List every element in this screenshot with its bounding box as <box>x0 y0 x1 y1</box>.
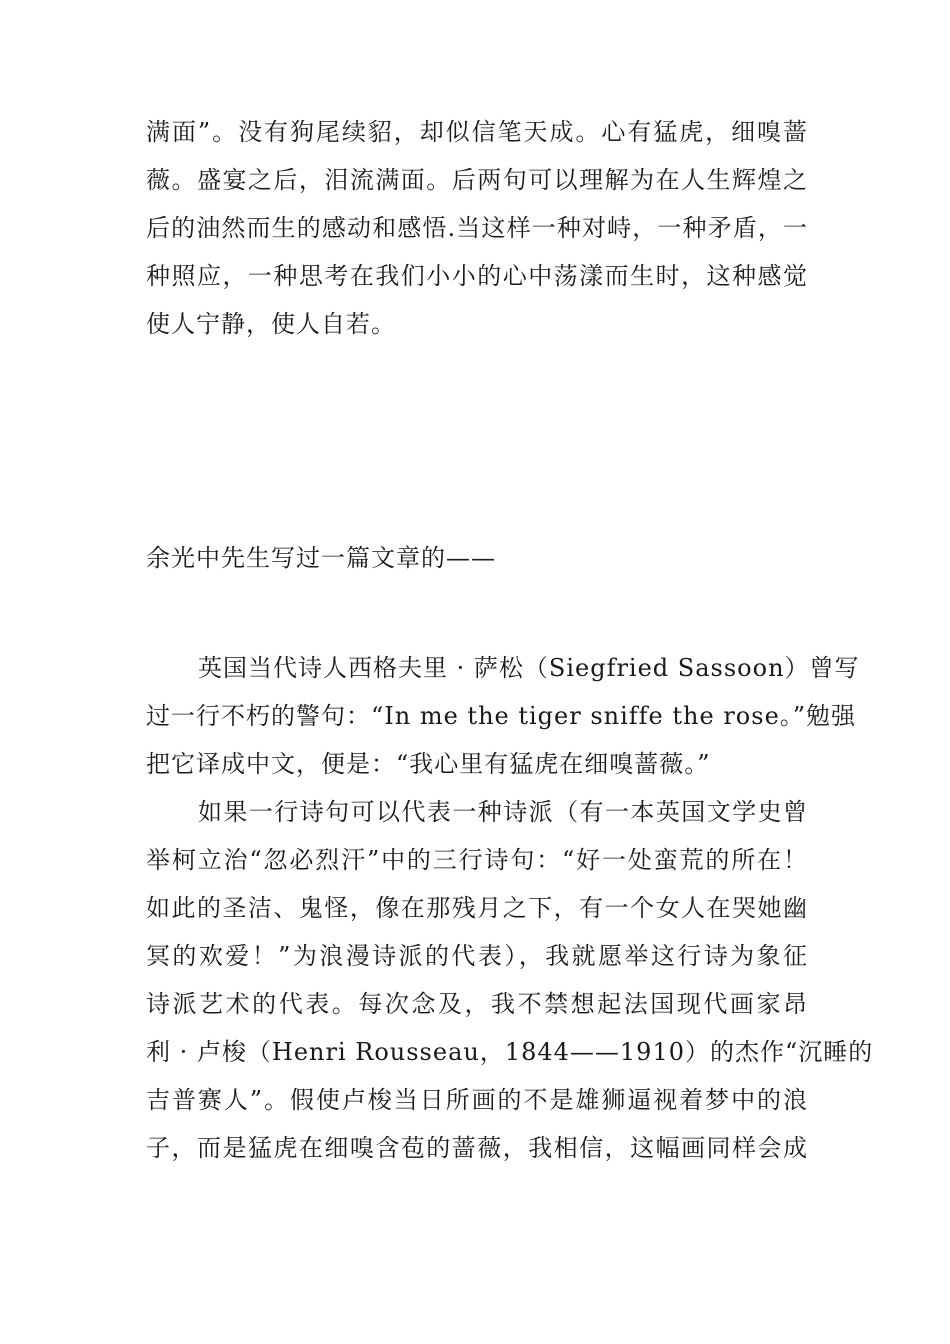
text-line: 薇。盛宴之后，泪流满面。后两句可以理解为在人生辉煌之 <box>146 166 808 194</box>
section-1-paragraph <box>146 108 808 348</box>
spacer <box>146 582 808 644</box>
text-line: 把它译成中文，便是：“我心里有猛虎在细嗅蔷薇。” <box>146 750 711 778</box>
text-line: 英国当代诗人西格夫里 · 萨松（Siegfried Sassoon）曾写 <box>198 654 860 682</box>
text-line: 如此的圣洁、鬼怪，像在那残月之下，有一个女人在哭她幽 <box>146 894 808 922</box>
text-line: 后的油然而生的感动和感悟.当这样一种对峙，一种矛盾，一 <box>146 214 808 242</box>
text-line: 利 · 卢梭（Henri Rousseau，1844——1910）的杰作“沉睡的 <box>146 1038 874 1066</box>
document-page <box>146 108 874 1172</box>
text-line: 诗派艺术的代表。每次念及，我不禁想起法国现代画家昂 <box>146 990 808 1018</box>
text-line: 使人宁静，使人自若。 <box>146 310 396 338</box>
text-line: 举柯立治“忽必烈汗”中的三行诗句：“好一处蛮荒的所在！ <box>146 846 808 874</box>
spacer <box>146 348 808 534</box>
text-line: 种照应，一种思考在我们小小的心中荡漾而生时，这种感觉 <box>146 262 808 290</box>
text-line: 过一行不朽的警句：“In me the tiger sniffe the rose。”勉强 <box>146 702 857 730</box>
text-line: 满面”。没有狗尾续貂，却似信笔天成。心有猛虎，细嗅蔷 <box>146 118 808 146</box>
text-line: 冥的欢爱！”为浪漫诗派的代表），我就愿举这行诗为象征 <box>146 942 808 970</box>
text-line: 如果一行诗句可以代表一种诗派（有一本英国文学史曾 <box>198 798 808 826</box>
text-line: 子，而是猛虎在细嗅含苞的蔷薇，我相信，这幅画同样会成 <box>146 1134 808 1162</box>
section-heading: 余光中先生写过一篇文章的—— <box>146 544 496 572</box>
text-line: 吉普赛人”。假使卢梭当日所画的不是雄狮逼视着梦中的浪 <box>146 1086 808 1114</box>
paragraph-2 <box>146 788 874 1172</box>
paragraph-1 <box>146 644 860 788</box>
